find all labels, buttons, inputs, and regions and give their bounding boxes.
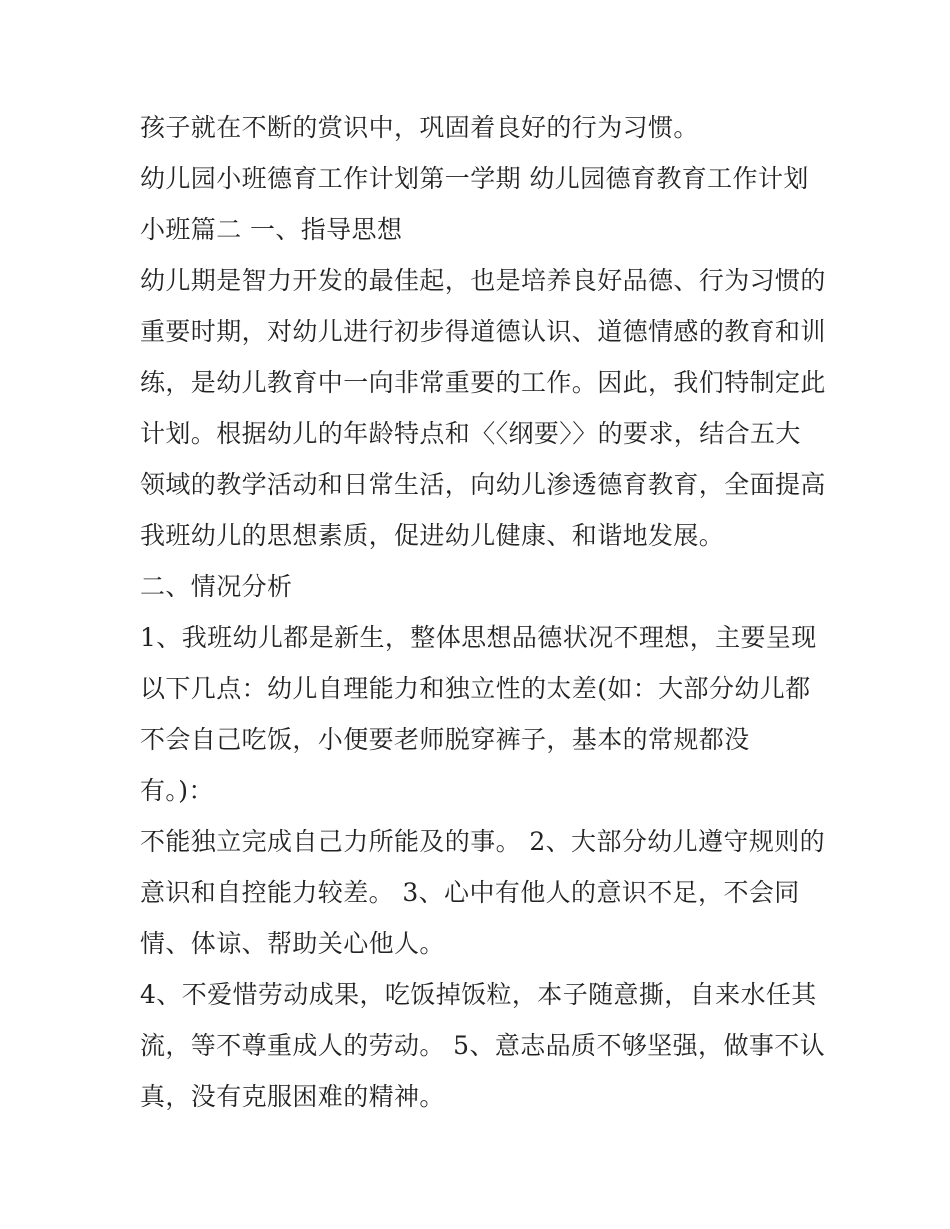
text-line: 小班篇二 一、指导思想 <box>140 215 403 244</box>
section-heading: 二、情况分析 <box>140 572 293 601</box>
text-line: 意识和自控能力较差。 3、心中有他人的意识不足，不会同 <box>140 878 800 907</box>
text-line: 幼儿园小班德育工作计划第一学期 幼儿园德育教育工作计划 <box>140 164 809 193</box>
text-line: 我班幼儿的思想素质，促进幼儿健康、和谐地发展。 <box>140 521 725 550</box>
text-line: 真，没有克服困难的精神。 <box>140 1082 445 1111</box>
text-line: 流，等不尊重成人的劳动。 5、意志品质不够坚强，做事不认 <box>140 1031 826 1060</box>
text-line: 计划。根据幼儿的年龄特点和〈〈纲要〉〉的要求，结合五大 <box>140 419 801 448</box>
text-line: 不会自己吃饭，小便要老师脱穿裤子，基本的常规都没 <box>140 725 750 754</box>
text-line: 情、体谅、帮助关心他人。 <box>140 929 445 958</box>
text-line: 练，是幼儿教育中一向非常重要的工作。因此，我们特制定此 <box>140 368 826 397</box>
text-line: 领域的教学活动和日常生活，向幼儿渗透德育教育，全面提高 <box>140 470 826 499</box>
text-line: 重要时期，对幼儿进行初步得道德认识、道德情感的教育和训 <box>140 317 826 346</box>
text-line: 不能独立完成自己力所能及的事。 2、大部分幼儿遵守规则的 <box>140 827 826 856</box>
text-line: 以下几点：幼儿自理能力和独立性的太差(如：大部分幼儿都 <box>140 674 811 703</box>
text-line: 孩子就在不断的赏识中，巩固着良好的行为习惯。 <box>140 113 699 142</box>
text-line: 1、我班幼儿都是新生，整体思想品德状况不理想，主要呈现 <box>140 623 817 652</box>
text-line: 幼儿期是智力开发的最佳起，也是培养良好品德、行为习惯的 <box>140 266 826 295</box>
text-line: 有。)： <box>140 776 214 805</box>
text-line: 4、不爱惜劳动成果，吃饭掉饭粒，本子随意撕，自来水任其 <box>140 980 817 1009</box>
